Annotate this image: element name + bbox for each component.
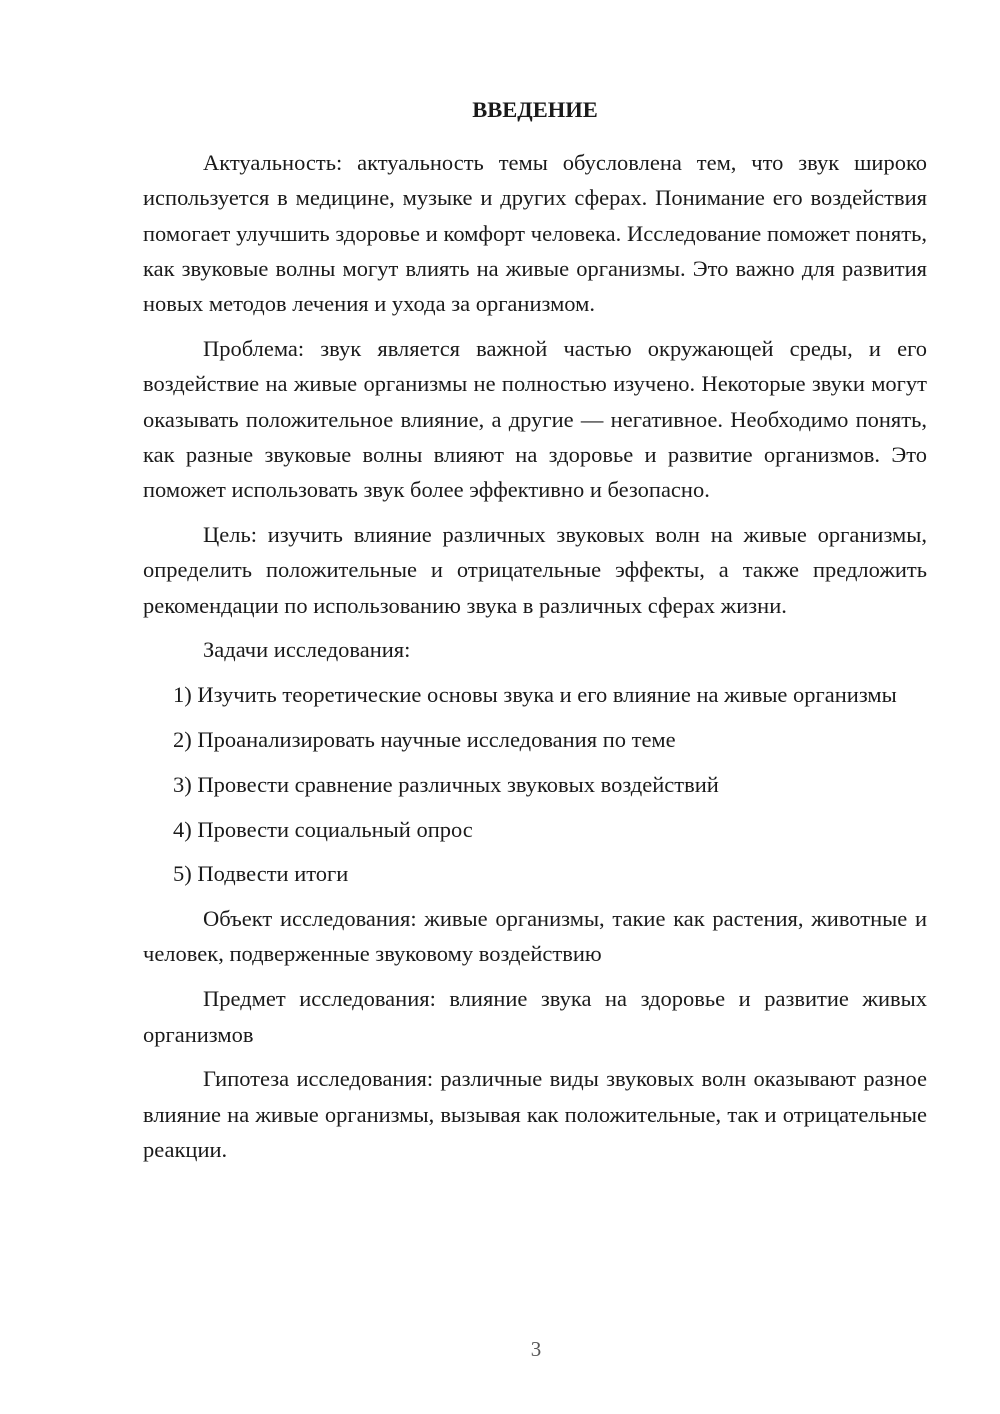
task-item-4: 4) Провести социальный опрос: [173, 816, 473, 842]
section-title: ВВЕДЕНИЕ: [472, 97, 598, 122]
task-item-5: 5) Подвести итоги: [173, 861, 349, 887]
research-object-paragraph: Объект исследования: живые организмы, такие как растения, животные и человек, подверженные звуковому воздействию: [143, 906, 927, 967]
goal-paragraph: Цель: изучить влияние различных звуковых волн на живые организмы, определить положительные и отрицательные эффекты, а также предложить рекомендации по использованию звука в различных сферах жизни.: [143, 521, 927, 618]
research-subject-paragraph: Предмет исследования: влияние звука на здоровье и развитие живых организмов: [143, 986, 927, 1047]
tasks-heading: Задачи исследования:: [203, 637, 411, 663]
document-body: [143, 90, 927, 1177]
problem-paragraph: Проблема: звук является важной частью окружающей среды, и его воздействие на живые организмы не полностью изучено. Некоторые звуки могут оказывать положительное влияние, а другие — негативное. Необходимо понять, как разные звуковые волны влияют на здоровье и развитие организмов. Это поможет использовать звук более эффективно и безопасно.: [143, 335, 927, 503]
hypothesis-paragraph: Гипотеза исследования: различные виды звуковых волн оказывают разное влияние на живые организмы, вызывая как положительные, так и отрицательные реакции.: [143, 1066, 927, 1162]
task-item-2: 2) Проанализировать научные исследования по теме: [173, 726, 676, 752]
task-item-3: 3) Провести сравнение различных звуковых воздействий: [173, 771, 719, 797]
task-item-1: 1) Изучить теоретические основы звука и его влияние на живые организмы: [173, 682, 897, 708]
page-number: 3: [530, 1337, 542, 1361]
relevance-paragraph: Актуальность: актуальность темы обусловлена тем, что звук широко используется в медицине, музыке и других сферах. Понимание его воздействия помогает улучшить здоровье и комфорт человека. Исследование поможет понять, как звуковые волны могут влиять на живые организмы. Это важно для развития новых методов лечения и ухода за организмом.: [143, 150, 927, 317]
